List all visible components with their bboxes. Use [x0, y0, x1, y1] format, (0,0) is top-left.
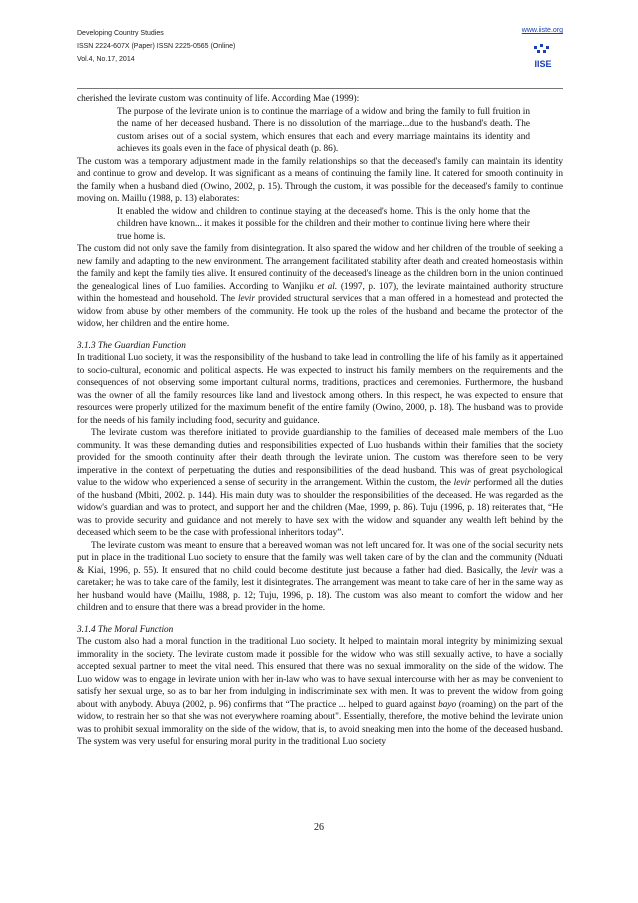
page-header: [77, 27, 563, 89]
section-heading: 3.1.4 The Moral Function: [77, 624, 174, 635]
page-number: 26: [314, 822, 324, 833]
paragraph: The custom was a temporary adjustment made in the family relationships so that the deceased's family can maintain its identity and continue to grow and develop. It was significant as a means of continuing the family line. It catered for smooth continuity in the family when a husband died (Owino, 2002, p. 15). Through the custom, it was possible for the deceased's family to continue moving on. Maillu (1988, p. 13) elaborates:: [77, 156, 563, 204]
block-quote: It enabled the widow and children to continue staying at the deceased's home. This is the only home that the children have known... it makes it possible for the children and their mother to continue living here where their true home is.: [117, 206, 530, 242]
journal-name: Developing Country Studies: [77, 30, 164, 37]
paragraph: The custom also had a moral function in the traditional Luo society. It helped to maintain moral integrity by minimizing sexual immorality in the society. The levirate custom made it possible for the widow who was still sexually active, to have a socially accepted sexual partner to meet the vital need. This ensured that there was no sexual immorality on the side of the widow. The Luo widow was to engage in levirate union with her in-law who was to have sexual intercourse with her as may be convenient to satisfy her sexual urge, so as to bar her from indulging in indiscriminate sex with men. It was to prevent the widow from going about with anybody. Abuya (2002, p. 96) confirms that “The practice ... helped to guard against bayo (roaming) on the part of the widow, to restrain her so that she was not everywhere roaming about". Essentially, therefore, the motive behind the levirate union was to prohibit sexual immorality on the side of the widow, that is, to avoid sneaking men into the home of the deceased husband. The system was very useful for ensuring moral purity in the traditional Luo society: [77, 637, 563, 747]
paragraph: In traditional Luo society, it was the responsibility of the husband to take lead in controlling the life of his family as it appertained to socio-cultural, economic and political aspects. He was expected to instruct his family members on the requirements and the consequences of not observing some important cultural norms, traditions, practices and ceremonies. Furthermore, the husband was the owner of all the family resources like land and livestock among others. In this respect, he was expected to ensure that resources were properly utilized for the maximum benefit of the entire family (Owino, 2000, p. 18). The husband was to provide for the needs of his family including food, security and guidance.: [77, 353, 563, 426]
article-body: [77, 93, 563, 749]
block-quote: The purpose of the levirate union is to continue the marriage of a widow and bring the family to full fruition in the name of her deceased husband. There is no dissolution of the marriage...due to the husband's death. The custom arises out of a social system, which ensures that each and every marriage maintains its identity and achieves its goals even in the face of physical death (p. 86).: [117, 106, 530, 154]
paragraph: cherished the levirate custom was continuity of life. According Mae (1999):: [77, 94, 360, 104]
section-heading: 3.1.3 The Guardian Function: [77, 340, 186, 351]
journal-issn: ISSN 2224-607X (Paper) ISSN 2225-0565 (Online): [77, 43, 236, 50]
iiste-logo: [531, 44, 555, 71]
journal-volume: Vol.4, No.17, 2014: [77, 56, 135, 63]
paragraph: The levirate custom was therefore initiated to provide guardianship to the families of deceased male members of the Luo community. It was these demanding duties and responsibilities expected of Luo husbands within their families that the society provided for the smooth continuity after their death through the levirate union. The custom was therefore seen to be very imperative in the context of perpetuating the duties and responsibilities of the dead husband. This was of great psychological value to the widow who experienced a sense of security in the arrangement. Within the custom, the levir performed all the duties of the husband (Mbiti, 2002. p. 144). His main duty was to shoulder the responsibilities of the deceased. He was regarded as the widow's guardian and was to protect, and support her and the children (Mae, 1999, p. 86). Tuju (1996, p. 18) reiterates that, “He was to provide security and guidance and not merely to have sex with the widow and squander any wealth left behind by the deceased which seem to be the case with professional inheritors today”.: [77, 428, 563, 538]
paragraph: The levirate custom was meant to ensure that a bereaved woman was not left uncared for. It was one of the social security nets put in place in the traditional Luo society to ensure that the family was well taken care of by the clan and the community (Nduati & Kiai, 1996, p. 55). It ensured that no child could become destitute just because a father had died. Basically, the levir was a caretaker; he was to take care of the family, lest it disintegrates. The arrangement was meant to take care of her in the same way as her husband would have (Maillu, 1988, p. 12; Tuju, 1996, p. 18). The custom was also meant to comfort the widow and her children and to ensure that there was a bread provider in the home.: [77, 540, 563, 613]
logo-text: IISE: [534, 59, 552, 69]
paragraph: The custom did not only save the family from disintegration. It also spared the widow and her children of the trouble of seeking a new family and adapting to the new environment. The arrangement facilitated stability after death and created homeostasis within the family and kept the family ties alive. It ensured continuity of the deceased's lineage as the children born in the union continued the genealogical lines of Luo families. According to Wanjiku et al. (1997, p. 107), the levirate maintained authority structure within the homestead and household. The levir provided structural services that a man offered in a homestead and protected the widow from abuse by other members of the community. He took up the roles of the husband and became the protector of the widow, her children and the entire home.: [77, 244, 563, 329]
header-rule: [77, 88, 563, 89]
journal-url-link[interactable]: www.iiste.org: [521, 27, 563, 34]
